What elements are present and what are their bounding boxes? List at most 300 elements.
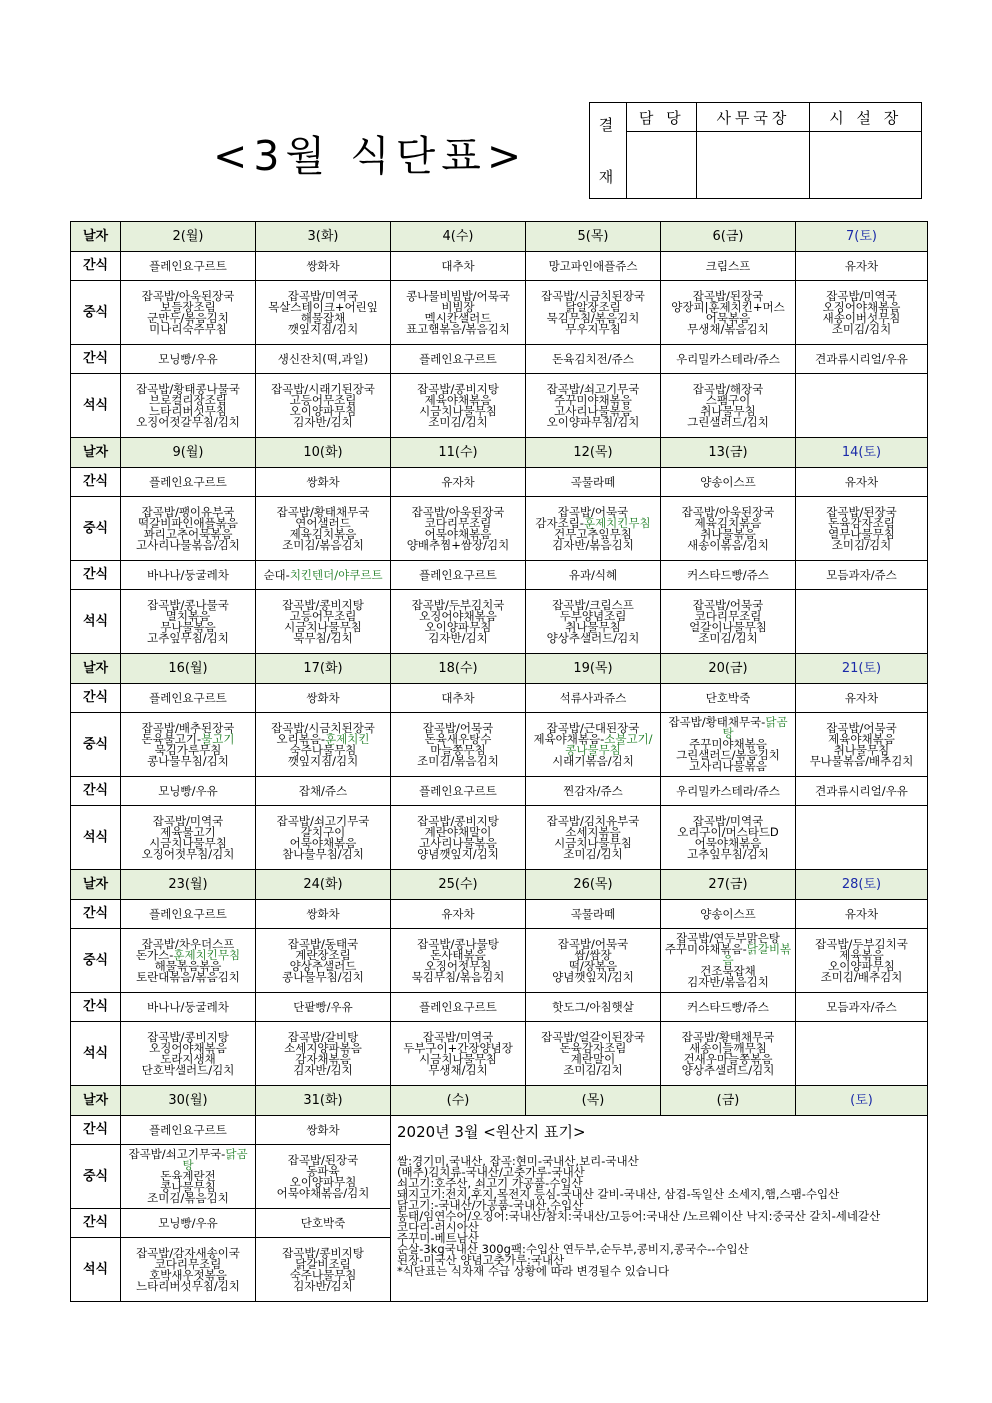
snack2-cell: 바나나/둥굴레차 (121, 993, 256, 1022)
menu-item: 감자조림-훈제치킨무침 (535, 515, 651, 530)
snack1-cell: 유자차 (391, 468, 526, 497)
menu-item: 잡곡밥/콩나물국 (147, 597, 229, 612)
menu-item: 조미김/김치 (698, 630, 758, 645)
dinner-cell (256, 590, 391, 654)
menu-item: 얼갈이나물무침 (689, 619, 767, 634)
snack1-cell: 쌍화차 (256, 1116, 391, 1145)
menu-item: 취나물무침 (833, 742, 890, 757)
snack1-cell: 단호박죽 (661, 684, 796, 713)
origin-line: 주꾸미-베트남산 (397, 1231, 479, 1245)
dinner-row (71, 806, 928, 870)
menu-item: 잡곡밥/콩나물탕 (417, 936, 499, 951)
menu-item: 어묵야채볶음 (424, 526, 492, 541)
dinner-cell (661, 806, 796, 870)
menu-item: 시금치나물무침 (554, 835, 632, 850)
menu-item: 묵김무침/볶음김치 (411, 969, 505, 984)
menu-item: 잡곡밥/콩비지탕 (147, 1029, 229, 1044)
snack2-row (71, 993, 928, 1022)
menu-item: 무우지무침 (565, 321, 621, 336)
menu-item: 김자반/볶음김치 (552, 537, 634, 552)
snack2-cell: 돈육김치전/쥬스 (526, 345, 661, 374)
menu-item: 두부구이+간장양념장 (403, 1040, 513, 1055)
menu-item: 콩나물무침/김치 (282, 969, 364, 984)
menu-item: 호박새우젓볶음 (149, 1267, 227, 1282)
menu-item: 잡곡밥/된장국 (826, 504, 897, 519)
menu-item: 고사리나물볶음/김치 (136, 537, 240, 552)
menu-item: 묵무침/김치 (293, 630, 353, 645)
lunch-row (71, 497, 928, 561)
menu-item: 어묵야채볶음/김치 (276, 1185, 370, 1200)
menu-item: 양상추샐러드/김치 (681, 1062, 775, 1077)
menu-item: 돈육새우탕수 (424, 731, 492, 746)
menu-item: 어묵야채볶음 (289, 835, 357, 850)
menu-item: 마늘쫑무침 (430, 742, 486, 757)
snack1-cell: 쌍화차 (256, 684, 391, 713)
lunch-cell (391, 929, 526, 993)
lunch-label: 중식 (71, 1145, 121, 1209)
origin-line: 순살-3kg국내산 300g팩:수입산 연두부,순두부,콩비지,콩국수--수입산 (397, 1242, 749, 1256)
dinner-cell (796, 374, 928, 438)
snack-label: 간식 (71, 1209, 121, 1238)
snack2-cell: 견과류시리얼/우유 (796, 345, 928, 374)
lunch-cell (661, 713, 796, 777)
menu-item: 무생채/김치 (428, 1062, 488, 1077)
date-cell: 26(목) (526, 870, 661, 900)
date-cell: 28(토) (796, 870, 928, 900)
menu-item: 소세지양파볶음 (284, 1040, 362, 1055)
date-cell: 4(수) (391, 222, 526, 252)
approval-sign-secretary[interactable] (697, 132, 810, 199)
dinner-cell (796, 806, 928, 870)
dinner-cell (121, 1238, 256, 1302)
menu-item: 깻잎지짐/김치 (287, 753, 359, 768)
menu-item: 잡곡밥/콩비지탕 (417, 813, 499, 828)
menu-item: 취나물볶음 (700, 526, 756, 541)
menu-item: 오이양파무침 (424, 619, 492, 634)
date-cell: 24(화) (256, 870, 391, 900)
date-cell: 6(금) (661, 222, 796, 252)
menu-item: 잡곡밥/어묵국 (422, 720, 494, 735)
lunch-row (71, 929, 928, 993)
snack2-cell: 모듬과자/쥬스 (796, 561, 928, 590)
menu-item: 잡곡밥/된장국 (692, 288, 764, 303)
menu-item: 보들장조림 (160, 299, 216, 314)
date-cell: 2(월) (121, 222, 256, 252)
snack1-cell: 대추차 (391, 252, 526, 281)
menu-item: 새송이들깨무침 (689, 1040, 767, 1055)
lunch-cell (391, 497, 526, 561)
menu-item: 양념깻잎지/김치 (417, 846, 499, 861)
menu-item: 잡곡밥/얼갈이된장국 (541, 1029, 645, 1044)
menu-item: 코다리무조림 (154, 1256, 222, 1271)
menu-item: 잡곡밥/시금치된장국 (541, 288, 645, 303)
snack1-cell: 유자차 (796, 900, 928, 929)
menu-item: 잡곡밥/콩비지탕 (282, 597, 364, 612)
dinner-label: 석식 (71, 590, 121, 654)
date-cell: 19(목) (526, 654, 661, 684)
snack2-cell: 모닝빵/우유 (121, 345, 256, 374)
lunch-cell (121, 713, 256, 777)
menu-item: 콩나물비빔밥/어묵국 (406, 288, 510, 303)
date-label: 날자 (71, 438, 121, 468)
menu-item: 양념깻잎지/김치 (552, 969, 634, 984)
menu-item: 새송이볶음/김치 (687, 537, 769, 552)
lunch-cell (526, 497, 661, 561)
dinner-cell (256, 374, 391, 438)
snack2-cell: 플레인요구르트 (391, 561, 526, 590)
menu-item: 무나물볶음 (160, 619, 216, 634)
menu-item: 스팸구이 (705, 392, 751, 407)
menu-item: 해물볶음볶음 (154, 958, 222, 973)
menu-item: 양상추샐러드 (289, 958, 357, 973)
menu-item: 잡곡밥/연두부맑은탕 (676, 931, 780, 945)
snack2-cell: 단팥빵/우유 (256, 993, 391, 1022)
menu-item: 김자반/김치 (293, 1062, 353, 1077)
menu-item: 주꾸미야채볶음-닭갈비볶음 (664, 942, 792, 967)
menu-item: 닭갈비조림 (295, 1256, 351, 1271)
origin-line: 동태/임연수어/오징어:국내산/참치:국내산/고등어:국내산 /노르웨이산 낙지:중국산 갈치-세네갈산 (397, 1209, 881, 1223)
date-row (71, 870, 928, 900)
snack1-cell: 유자차 (391, 900, 526, 929)
approval-sign-director[interactable] (810, 132, 922, 199)
date-row (71, 1086, 928, 1116)
menu-item: 잡곡밥/어묵국 (557, 504, 629, 519)
menu-item: 돈육불고기-불고기 (141, 731, 235, 746)
menu-item: 조미김/김치 (831, 321, 892, 336)
menu-item: 목살스테이크+어린잎 (268, 299, 378, 314)
menu-item: 잡곡밥/된장국 (287, 1152, 359, 1167)
snack1-cell: 유자차 (796, 468, 928, 497)
menu-item: 양장피|훈제치킨+머스 (671, 299, 785, 314)
date-cell: 23(월) (121, 870, 256, 900)
dinner-cell (526, 590, 661, 654)
menu-item: 숙주나물무침 (289, 742, 357, 757)
menu-item: 제육불고기 (160, 824, 216, 839)
date-cell: 16(월) (121, 654, 256, 684)
snack1-cell: 곡물라떼 (526, 468, 661, 497)
snack1-cell: 망고파인애플쥬스 (526, 252, 661, 281)
lunch-label: 중식 (71, 713, 121, 777)
lunch-cell (121, 929, 256, 993)
date-label: 날자 (71, 222, 121, 252)
date-cell: (토) (796, 1086, 928, 1116)
menu-item: 콩나물무침 (160, 1180, 216, 1194)
menu-item: 잡곡밥/미역국 (152, 813, 224, 828)
snack1-cell: 양송이스프 (661, 468, 796, 497)
menu-item: 잡곡밥/크림스프 (552, 597, 634, 612)
menu-item: 시금치나물무침 (149, 835, 227, 850)
menu-item: 김자반/김치 (293, 414, 353, 429)
menu-item: 잡곡밥/황태채무국 (681, 1029, 775, 1044)
snack1-cell: 크림스프 (661, 252, 796, 281)
menu-item: 돈가스-훈제치킨무침 (135, 947, 241, 962)
menu-item: 잡곡밥/동태국 (287, 936, 359, 951)
date-row (71, 222, 928, 252)
menu-item: 잡곡밥/아욱된장국 (411, 504, 505, 519)
date-cell: 9(월) (121, 438, 256, 468)
menu-item: 조미김/김치 (428, 414, 488, 429)
menu-item: 잡곡밥/어묵국 (826, 720, 897, 735)
lunch-row (71, 281, 928, 345)
lunch-cell (256, 1145, 391, 1209)
snack1-row (71, 684, 928, 713)
snack2-cell: 플레인요구르트 (391, 345, 526, 374)
date-cell: 5(목) (526, 222, 661, 252)
date-cell: 27(금) (661, 870, 796, 900)
menu-item: 멕시칸샐러드 (424, 310, 492, 325)
menu-item: 열무나물무침 (828, 526, 895, 541)
snack2-cell: 모닝빵/우유 (121, 1209, 256, 1238)
menu-item: 건무고추잎무침 (554, 526, 632, 541)
dinner-cell (661, 1022, 796, 1086)
lunch-cell (391, 713, 526, 777)
origin-line: 닭고기:-국내산/가공품-국내산,수입산 (397, 1198, 584, 1212)
snack-label: 간식 (71, 777, 121, 806)
dinner-cell (256, 1238, 391, 1302)
menu-item: 오징어야채볶음 (149, 1040, 227, 1055)
snack-label: 간식 (71, 993, 121, 1022)
origin-title: 2020년 3월 <원산지 표기> (397, 1123, 586, 1141)
menu-item: 제육야채볶음-소불고기/콩나물무침 (533, 731, 653, 757)
snack1-cell: 유자차 (796, 684, 928, 713)
origin-line: 된장-미국산 양념고춧가루:국내산 (397, 1253, 565, 1267)
snack-label: 간식 (71, 1116, 121, 1145)
menu-item: 김자반/김치 (428, 630, 488, 645)
snack1-cell: 플레인요구르트 (121, 1116, 256, 1145)
menu-item: 조미김/볶음김치 (147, 1191, 229, 1205)
lunch-cell (796, 281, 928, 345)
menu-item: 표고햄볶음/볶음김치 (406, 321, 510, 336)
date-cell: 3(화) (256, 222, 391, 252)
menu-item: 고추잎무침/김치 (147, 630, 229, 645)
menu-item: 잡곡밥/두부김치국 (815, 936, 908, 951)
snack1-row (71, 468, 928, 497)
menu-item: 잡곡밥/미역국 (422, 1029, 494, 1044)
menu-item: 시금치나물무침 (284, 619, 362, 634)
menu-item: 김자반/김치 (293, 1278, 353, 1293)
snack2-cell: 핫도그/아침햇살 (526, 993, 661, 1022)
menu-item: 깻잎지짐/김치 (287, 321, 359, 336)
menu-item: 양상추샐러드/김치 (546, 630, 640, 645)
menu-item: 잡곡밥/쇠고기무국-닭곰탕 (128, 1147, 248, 1172)
menu-item: 토란대볶음/볶음김치 (136, 969, 240, 984)
lunch-label: 중식 (71, 929, 121, 993)
menu-item: 잡곡밥/시래기된장국 (271, 381, 375, 396)
dinner-cell (121, 806, 256, 870)
snack2-cell: 단호박죽 (256, 1209, 391, 1238)
snack1-row (71, 900, 928, 929)
menu-item: 잡곡밥/갈비탕 (287, 1029, 359, 1044)
lunch-cell (121, 281, 256, 345)
lunch-cell (391, 281, 526, 345)
snack2-row (71, 561, 928, 590)
date-cell: 12(목) (526, 438, 661, 468)
menu-item: 갈치구이 (300, 824, 346, 839)
dinner-cell (391, 590, 526, 654)
dinner-cell (121, 1022, 256, 1086)
menu-item: 고사리나물볶음 (689, 759, 767, 773)
date-cell: 10(화) (256, 438, 391, 468)
menu-item: 떡/장볶음 (568, 958, 618, 973)
date-cell: 25(수) (391, 870, 526, 900)
snack-label: 간식 (71, 345, 121, 374)
dinner-cell (391, 1022, 526, 1086)
approval-sign-manager[interactable] (627, 132, 697, 199)
menu-item: 시금치나물무침 (419, 403, 497, 418)
menu-item: 무나물볶음/배추김치 (809, 753, 914, 768)
menu-item: 느타리버섯무침/김치 (136, 1278, 240, 1293)
menu-item: 잡곡밥/배추된장국 (141, 720, 235, 735)
menu-item: 숙주나물무침 (289, 1267, 357, 1282)
menu-item: 계란장조림 (295, 947, 351, 962)
snack2-cell: 플레인요구르트 (391, 777, 526, 806)
menu-item: 오이양파무침/김치 (546, 414, 640, 429)
dinner-label: 석식 (71, 374, 121, 438)
menu-item: 잡곡밥/쇠고기무국 (276, 813, 370, 828)
dinner-cell (256, 806, 391, 870)
snack2-cell: 모닝빵/우유 (121, 777, 256, 806)
date-cell: 14(토) (796, 438, 928, 468)
approval-col-director: 시 설 장 (810, 103, 922, 132)
origin-line: (배추)김치류-국내산/고춧가루-국내산 (397, 1165, 585, 1179)
snack2-cell: 찐감자/쥬스 (526, 777, 661, 806)
snack-label: 간식 (71, 468, 121, 497)
menu-item: 시래기볶음/김치 (552, 753, 634, 768)
lunch-cell (661, 281, 796, 345)
menu-item: 돈육감자조림 (828, 515, 895, 530)
menu-item: 잡곡밥/김치유부국 (546, 813, 640, 828)
menu-item: 닭알장조림 (565, 299, 621, 314)
dinner-row (71, 1022, 928, 1086)
menu-item: 제육김치볶음 (694, 515, 762, 530)
menu-item: 묵김가루무침 (154, 742, 222, 757)
menu-item: 잡곡밥/근대된장국 (546, 720, 640, 735)
dinner-label: 석식 (71, 1022, 121, 1086)
lunch-cell (121, 1145, 256, 1209)
lunch-cell (526, 713, 661, 777)
snack-label: 간식 (71, 684, 121, 713)
origin-line: 돼지고기:전지,후지,목전지 등심-국내산 갈비-국내산, 삼겹-독일산 소세지,햄,스팸-수입산 (397, 1187, 840, 1201)
menu-item: 돈육계란전 (160, 1169, 216, 1183)
snack-label: 간식 (71, 900, 121, 929)
menu-item: 떡갈비파인애플볶음 (138, 515, 238, 530)
snack-label: 간식 (71, 561, 121, 590)
menu-item: 잡곡밥/해장국 (692, 381, 764, 396)
menu-item: 묵김무침/볶음김치 (546, 310, 640, 325)
date-row (71, 654, 928, 684)
menu-item: 조미김/김치 (831, 537, 892, 552)
menu-item: 건새우마늘쫑볶음 (683, 1051, 773, 1066)
date-label: 날자 (71, 1086, 121, 1116)
meal-table (70, 221, 928, 1302)
menu-item: 오리볶음-훈제치킨 (276, 731, 370, 746)
menu-item: 잡곡밥/미역국 (826, 288, 897, 303)
snack1-cell: 대추차 (391, 684, 526, 713)
menu-item: 오징어젓무침/김치 (141, 846, 235, 861)
origin-line: 코다리-러시아산 (397, 1220, 479, 1234)
snack2-cell: 견과류시리얼/우유 (796, 777, 928, 806)
dinner-cell (121, 590, 256, 654)
snack1-cell: 플레인요구르트 (121, 468, 256, 497)
menu-item: 참나물무침/김치 (282, 846, 364, 861)
menu-item: 시금치나물무침 (419, 1051, 497, 1066)
lunch-label: 중식 (71, 281, 121, 345)
snack1-row (71, 1116, 928, 1145)
date-cell: 17(화) (256, 654, 391, 684)
menu-item: 그린샐러드/김치 (687, 414, 769, 429)
menu-item: 해물잡채 (300, 310, 346, 325)
menu-item: 김자반/볶음김치 (687, 975, 769, 989)
snack1-cell: 곡물라떼 (526, 900, 661, 929)
menu-item: 잡곡밥/아욱된장국 (681, 504, 775, 519)
dinner-cell (526, 374, 661, 438)
menu-item: 오이양파무침 (289, 1174, 357, 1189)
date-cell: (금) (661, 1086, 796, 1116)
menu-item: 계란말이 (570, 1051, 616, 1066)
menu-item: 오이양파무침 (289, 403, 357, 418)
menu-item: 잡곡밥/콩비지탕 (282, 1245, 364, 1260)
menu-item: 브로컬리장조림 (149, 392, 227, 407)
origin-line: 쌀:경기미,국내산, 잡곡:현미-국내산,보리-국내산 (397, 1154, 639, 1168)
menu-item: 무생채/볶음김치 (687, 321, 769, 336)
page-title: <3월 식단표> (213, 132, 528, 180)
menu-item: 잡곡밥/미역국 (287, 288, 359, 303)
menu-item: 코다리무조림 (424, 515, 492, 530)
origin-notes (391, 1116, 928, 1302)
dinner-cell (661, 374, 796, 438)
menu-item: 제육볶음 (839, 947, 884, 962)
dinner-cell (796, 1022, 928, 1086)
menu-item: 고등어무조림 (289, 608, 357, 623)
menu-item: 동파육 (306, 1163, 340, 1178)
date-label: 날자 (71, 654, 121, 684)
snack2-cell: 순대-치킨텐더/야쿠르트 (256, 561, 391, 590)
menu-item: 잡곡밥/황태콩나물국 (136, 381, 240, 396)
menu-item: 잡곡밥/미역국 (692, 813, 764, 828)
menu-item: 취나물무침 (565, 619, 621, 634)
snack2-cell: 모듬과자/쥬스 (796, 993, 928, 1022)
lunch-cell (661, 497, 796, 561)
menu-item: 잡곡밥/황태채무국 (276, 504, 370, 519)
menu-item: 쌈/쌈장 (574, 947, 612, 962)
menu-item: 도라지생채 (160, 1051, 216, 1066)
date-cell: 13(금) (661, 438, 796, 468)
snack1-cell: 쌍화차 (256, 468, 391, 497)
dinner-label: 석식 (71, 806, 121, 870)
menu-item: 잡곡밥/쇠고기무국 (546, 381, 640, 396)
menu-item: 코다리무조림 (694, 608, 762, 623)
menu-item: 제육야채볶음 (424, 392, 492, 407)
date-cell: 7(토) (796, 222, 928, 252)
menu-item: 잡곡밥/아욱된장국 (141, 288, 235, 303)
date-row (71, 438, 928, 468)
menu-item: 소세지볶음 (565, 824, 621, 839)
menu-item: 잡곡밥/어묵국 (557, 936, 629, 951)
menu-item: 오이양파무침 (828, 958, 895, 973)
menu-item: 미나리숙주무침 (149, 321, 227, 336)
dinner-cell (391, 374, 526, 438)
menu-item: 주꾸미야채볶음 (689, 737, 767, 751)
snack-label: 간식 (71, 252, 121, 281)
menu-item: 잡곡밥/콩비지탕 (417, 381, 499, 396)
snack2-row (71, 345, 928, 374)
menu-item: 군만두/볶음김치 (147, 310, 229, 325)
menu-item: 양배추찜+쌈장/김치 (406, 537, 510, 552)
menu-item: 건조묵잡채 (700, 964, 756, 978)
approval-col-manager: 담 당 (627, 103, 697, 132)
snack1-cell: 플레인요구르트 (121, 684, 256, 713)
date-cell: (목) (526, 1086, 661, 1116)
